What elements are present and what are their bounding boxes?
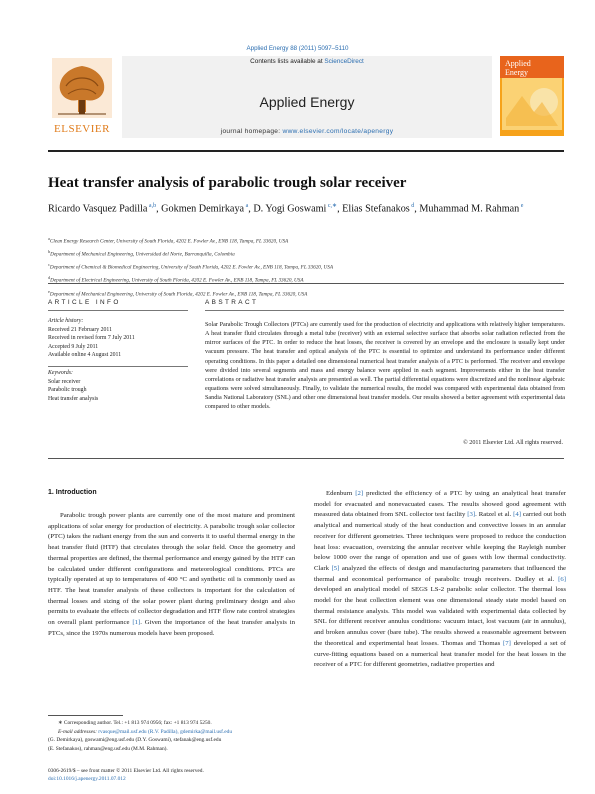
abstract-label: ABSTRACT xyxy=(205,299,259,306)
cover-title-1: Applied xyxy=(505,59,531,68)
journal-homepage: journal homepage: www.elsevier.com/locate/apenergy xyxy=(220,128,394,135)
header-rule xyxy=(48,150,564,152)
cover-image xyxy=(500,56,564,136)
citation-ref[interactable]: [7] xyxy=(503,639,511,647)
author-affiliation-marker[interactable]: e xyxy=(519,203,524,209)
revised-date: Received in revised form 7 July 2011 xyxy=(48,335,135,342)
affiliation-rule xyxy=(48,283,564,284)
citation-line[interactable]: Applied Energy 88 (2011) 5097–5110 xyxy=(246,45,349,52)
author-affiliation-marker[interactable]: a xyxy=(244,203,249,209)
keywords-block xyxy=(48,369,188,403)
abstract-rule xyxy=(205,310,564,311)
citation-ref[interactable]: [3] xyxy=(467,511,476,519)
article-history xyxy=(48,317,188,360)
doi-link[interactable]: doi:10.1016/j.apenergy.2011.07.012 xyxy=(48,776,126,783)
body-rule xyxy=(48,458,564,459)
history-heading: Article history: xyxy=(48,318,84,324)
citation-ref[interactable]: [1] xyxy=(132,619,141,627)
author-affiliation-marker[interactable]: c,∗ xyxy=(326,203,338,209)
author-name: Muhammad M. Rahman xyxy=(419,203,520,215)
accepted-date: Accepted 9 July 2011 xyxy=(48,343,99,350)
homepage-link[interactable]: www.elsevier.com/locate/apenergy xyxy=(282,128,394,135)
email-addresses: E-mail addresses: rvasque@mail.usf.edu (R.V. Padilla), gdemirka@mail.usf.edu xyxy=(58,728,233,735)
citation-ref[interactable]: [5] xyxy=(331,564,340,572)
citation-ref[interactable]: [6] xyxy=(558,575,566,583)
author-name: D. Yogi Goswami xyxy=(253,203,327,215)
issn-block xyxy=(48,767,308,783)
keywords-heading: Keywords: xyxy=(48,370,73,376)
journal-name: Applied Energy xyxy=(259,94,355,110)
article-info-rule xyxy=(48,310,188,311)
elsevier-wordmark: ELSEVIER xyxy=(54,123,110,135)
elsevier-tree-icon xyxy=(48,56,116,136)
contents-line: Contents lists available at ScienceDirect xyxy=(250,58,364,65)
affiliation-list xyxy=(48,234,568,300)
citation-ref[interactable]: [4] xyxy=(513,511,521,519)
keyword-item: Solar receiver xyxy=(48,378,81,385)
affiliation-item: $^d$Department of Electrical Engineering, University of South Florida, 4202 E. Fowler Av., ENB 118, Tampa, FL 33620, USA xyxy=(48,275,304,285)
author-affiliation-marker[interactable]: d xyxy=(409,203,415,209)
received-date: Received 21 February 2011 xyxy=(48,326,113,333)
email-addresses-cont: (G. Demirkaya), goswami@eng.usf.edu (D.Y. Goswami), stefanak@eng.usf.edu xyxy=(48,737,222,744)
affiliation-item: $^c$Department of Chemical & Biomedical Engineering, University of South Florida, 4202 E. Fowler Av., ENB 118, Tampa, FL 33620, USA xyxy=(48,262,333,272)
author-name: Elias Stefanakos xyxy=(342,203,410,215)
author-name: Ricardo Vasquez Padilla xyxy=(48,203,148,215)
journal-cover[interactable] xyxy=(500,56,564,136)
author-list: Ricardo Vasquez Padilla $^{a,b}$, Gokmen Demirkaya $^a$, D. Yogi Goswami $^{c,∗}$, Elias Stefanakos $^d$, Muhammad M. Rahman $^e$ xyxy=(48,203,524,215)
intro-paragraph-right: Edenburn [2] predicted the efficiency of a PTC by using an analytical heat transfer model for evacuated and nonevacuated cases. The results showed good agreement with measured data obtained from SNL collector test facility [3]. Ratzel et al. [4] carried out both analytical and numerical study of the heat conduction and convective losses in an annular receiver for different geometries. Three techniques were proposed to reduce the conduction heat loss: evacuation, oversizing the annular receiver while keeping the Rayleigh number below 1000 over the range of operation and use of gases with low thermal conductivity. Clark [5] analyzed the effects of design and manufacturing parameters that influenced the thermal and economical performance of parabolic trough receivers. Dudley et al. [6] developed an analytical model of SEGS LS-2 parabolic solar collector. The thermal loss model for the heat collection element was one dimensional steady state model based on thermal resistance analysis. This model was validated with experimental data collected by SNL for different receiver annulus conditions: vacuum intact, lost vacuum (air in annulus), and broken annulus cover (bare tube). The results showed a reasonable agreement between the theoretical and experimental heat losses. Thomas and Thomas [7] developed a set of curve-fitting equations based on a numerical heat transfer model for the heat losses in the receiver of a PTC for different geometries, radiative properties and xyxy=(314,490,567,669)
citation-ref[interactable]: [2] xyxy=(355,490,364,497)
issn-line: 0306-2619/$ – see front matter © 2011 Elsevier Ltd. All rights reserved. xyxy=(48,768,204,774)
abstract-text: Solar Parabolic Trough Collectors (PTCs) are currently used for the production of electricity and applications with relatively higher temperatures. A heat transfer fluid circulates through a metal tube (receiver) with an external selective surface that absorbs solar radiation reflected from the mirror surfaces of the PTC. In order to reduce the heat losses, the receiver is covered by an envelope and the enclosure is usually kept under vacuum pressure. The heat transfer and optical analysis of the PTC is essential to optimize and understand its performance under different operating conditions. In this paper a detailed one dimensional numerical heat transfer analysis of a PTC is performed. The receiver and envelope were divided into several segments and mass and energy balance were applied in each segment. Improvements either in the heat transfer correlations or radiative heat transfer analysis are presented as well. The partial differential equations were discretized and the nonlinear algebraic equations were solved simultaneously. Finally, to validate the numerical results, the model was compared with experimental data obtained from Sandia National Laboratory (SNL) and other one dimensional heat transfer models. Our results showed a better agreement with experimental data compared to other models. xyxy=(205,322,565,411)
article-title: Heat transfer analysis of parabolic trough solar receiver xyxy=(48,175,407,191)
keyword-item: Heat transfer analysis xyxy=(48,395,99,402)
journal-header xyxy=(48,56,564,142)
affiliation-item: $^b$Department of Mechanical Engineering, Universidad del Norte, Barranquilla, Colombia xyxy=(48,249,235,258)
author-name: Gokmen Demirkaya xyxy=(161,203,245,215)
online-date: Available online 4 August 2011 xyxy=(48,352,122,359)
keyword-item: Parabolic trough xyxy=(48,387,87,394)
keywords-rule xyxy=(48,366,188,367)
copyright-line: © 2011 Elsevier Ltd. All rights reserved. xyxy=(463,440,563,446)
corresponding-author-note: ∗ Corresponding author. Tel.: +1 813 974 0956; fax: +1 813 974 5250. xyxy=(58,720,212,726)
email-addresses-end: (E. Stefanakos), rahman@eng.usf.edu (M.M. Rahman). xyxy=(48,745,168,752)
sciencedirect-link[interactable]: ScienceDirect xyxy=(324,58,364,65)
intro-paragraph-left: Parabolic trough power plants are currently one of the most mature and prominent applications of solar energy for production of electricity. A parabolic trough solar collector (PTC) takes the radiant energy from the sun and converts it to useful thermal energy in the heat transfer fluid (HTF) that circulates through the solar field. Once the geometry and thermal properties are defined, the thermal performance and energy gained by the HTF can be calculated under different configurations and meteorological conditions. PTCs are typically operated at up to temperatures of 400 °C and synthetic oil is commonly used as HTF. The heat transfer analysis of these collectors is important for the calculation of thermal losses and sizing of the solar power plant during preliminary design and also permits to evaluate the effects of collector degradation and HTF flow rate control strategies on overall plant performance [1]. Given the importance of the heat transfer analysis in PTCs, since the 1970s numerous models have been proposed. xyxy=(48,512,295,637)
article-info-label: ARTICLE INFO xyxy=(48,299,121,306)
elsevier-logo[interactable] xyxy=(48,56,116,136)
intro-heading: 1. Introduction xyxy=(48,489,97,496)
footnotes xyxy=(48,719,298,753)
author-affiliation-marker[interactable]: a,b xyxy=(147,203,157,209)
affiliation-item: $^e$Department of Mechanical Engineering, University of South Florida, 4202 E. Fowler Av., ENB 118, Tampa, FL 33620, USA xyxy=(48,288,308,298)
footnote-rule xyxy=(48,715,123,716)
journal-banner xyxy=(122,56,492,138)
affiliation-item: $^a$Clean Energy Research Center, University of South Florida, 4202 E. Fowler Av., ENB 118, Tampa, FL 33620, USA xyxy=(48,236,289,245)
cover-title-2: Energy xyxy=(505,68,528,77)
